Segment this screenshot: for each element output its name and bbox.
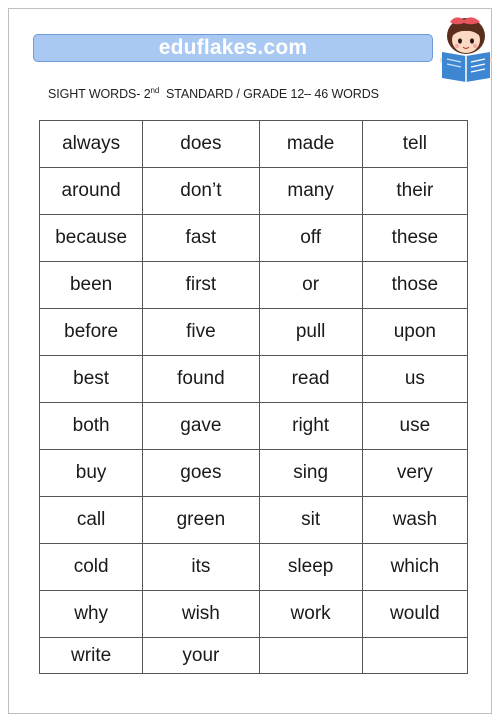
word-cell: green xyxy=(143,497,259,544)
word-cell: very xyxy=(362,450,467,497)
word-cell: wash xyxy=(362,497,467,544)
word-cell: upon xyxy=(362,309,467,356)
word-cell: always xyxy=(40,121,143,168)
word-cell: gave xyxy=(143,403,259,450)
word-cell: its xyxy=(143,544,259,591)
word-cell: both xyxy=(40,403,143,450)
table-row xyxy=(40,591,468,638)
word-cell: their xyxy=(362,168,467,215)
word-cell: use xyxy=(362,403,467,450)
word-cell: call xyxy=(40,497,143,544)
table-row xyxy=(40,450,468,497)
word-cell: these xyxy=(362,215,467,262)
word-cell: tell xyxy=(362,121,467,168)
word-cell: off xyxy=(259,215,362,262)
word-cell: sing xyxy=(259,450,362,497)
word-cell: would xyxy=(362,591,467,638)
word-cell: sleep xyxy=(259,544,362,591)
table-row xyxy=(40,121,468,168)
table-row xyxy=(40,403,468,450)
word-cell: your xyxy=(143,638,259,674)
word-cell: or xyxy=(259,262,362,309)
subtitle-suffix: STANDARD / GRADE 12– 46 WORDS xyxy=(159,87,379,101)
word-cell: fast xyxy=(143,215,259,262)
table-row xyxy=(40,168,468,215)
table-row xyxy=(40,638,468,674)
word-cell: first xyxy=(143,262,259,309)
word-cell: before xyxy=(40,309,143,356)
word-cell: best xyxy=(40,356,143,403)
word-cell: cold xyxy=(40,544,143,591)
word-cell: does xyxy=(143,121,259,168)
word-cell: us xyxy=(362,356,467,403)
site-banner xyxy=(33,34,433,62)
word-cell: which xyxy=(362,544,467,591)
word-cell: right xyxy=(259,403,362,450)
word-cell: work xyxy=(259,591,362,638)
table-row xyxy=(40,497,468,544)
word-cell: pull xyxy=(259,309,362,356)
word-cell: five xyxy=(143,309,259,356)
word-cell: many xyxy=(259,168,362,215)
girl-reading-book-icon xyxy=(436,12,496,84)
subtitle-prefix: SIGHT WORDS- 2 xyxy=(48,87,151,101)
word-cell: buy xyxy=(40,450,143,497)
table-row xyxy=(40,215,468,262)
word-cell: goes xyxy=(143,450,259,497)
word-cell: why xyxy=(40,591,143,638)
word-cell: found xyxy=(143,356,259,403)
subtitle-ordinal: nd xyxy=(150,86,160,95)
table-row xyxy=(40,262,468,309)
word-cell: made xyxy=(259,121,362,168)
table-row xyxy=(40,544,468,591)
empty-cell xyxy=(259,638,362,674)
word-cell: read xyxy=(259,356,362,403)
table-row xyxy=(40,356,468,403)
word-cell: wish xyxy=(143,591,259,638)
word-cell: don’t xyxy=(143,168,259,215)
empty-cell xyxy=(362,638,467,674)
sight-words-table xyxy=(39,120,468,674)
word-cell: around xyxy=(40,168,143,215)
word-cell: sit xyxy=(259,497,362,544)
word-cell: because xyxy=(40,215,143,262)
word-cell: write xyxy=(40,638,143,674)
word-cell: those xyxy=(362,262,467,309)
word-cell: been xyxy=(40,262,143,309)
worksheet-subtitle xyxy=(48,86,468,101)
table-row xyxy=(40,309,468,356)
site-name: eduflakes.com xyxy=(158,36,308,59)
